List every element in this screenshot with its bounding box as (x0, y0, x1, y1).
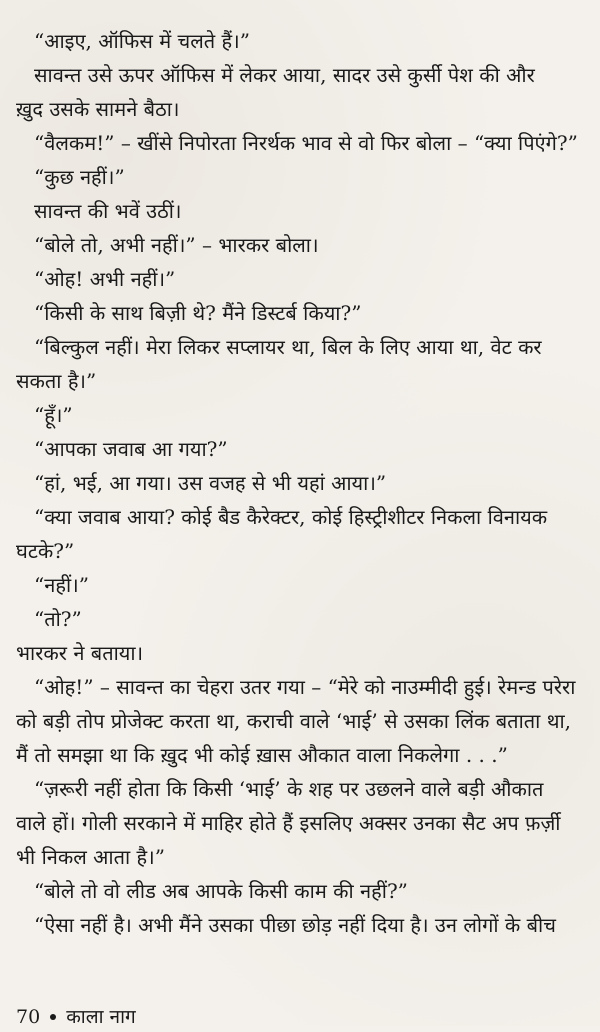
page-number: 70 (16, 1006, 41, 1028)
bullet-separator (50, 1014, 56, 1020)
paragraph (34, 568, 582, 602)
text-line: सावन्त उसे ऊपर ऑफिस में लेकर आया, सादर उसे कुर्सी पेश की और (34, 63, 535, 87)
text-line: “ऐसा नहीं है। अभी मैंने उसका पीछा छोड़ नहीं दिया है। उन लोगों के बीच (34, 913, 556, 937)
text-line: “बोले तो, अभी नहीं।” – भारकर बोला। (34, 233, 319, 257)
text-line: भारकर ने बताया। (16, 641, 144, 665)
text-line: “ज़रूरी नहीं होता कि किसी ‘भाई’ के शह पर उछलने वाले बड़ी औकात (34, 777, 544, 801)
text-line: वाले हों। गोली सरकाने में माहिर होते हैं इसलिए अक्सर उनका सैट अप फ़र्ज़ी (16, 811, 561, 835)
paragraph (16, 636, 582, 670)
paragraph (34, 296, 582, 330)
paragraph (34, 228, 582, 262)
paragraph (34, 432, 582, 466)
text-line: “किसी के साथ बिज़ी थे? मैंने डिस्टर्ब किया?” (34, 301, 362, 325)
text-line: भी निकल आता है।” (16, 845, 165, 869)
paragraph (34, 874, 582, 908)
text-line: “हां, भई, आ गया। उस वजह से भी यहां आया।” (34, 471, 387, 495)
paragraph (34, 466, 582, 500)
paragraph (16, 58, 582, 126)
text-line: “हूँ।” (34, 403, 73, 427)
text-line: “आपका जवाब आ गया?” (34, 437, 228, 461)
text-line: “आइए, ऑफिस में चलते हैं।” (34, 29, 250, 53)
paragraph (34, 602, 582, 636)
paragraph (34, 908, 582, 942)
paragraph (34, 160, 582, 194)
text-line: ख़ुद उसके सामने बैठा। (16, 97, 180, 121)
text-line: को बड़ी तोप प्रोजेक्ट करता था, कराची वाले ‘भाई’ से उसका लिंक बताता था, (16, 709, 572, 733)
text-line: “बोले तो वो लीड अब आपके किसी काम की नहीं?” (34, 879, 408, 903)
text-line: सावन्त की भवें उठीं। (34, 199, 182, 223)
text-line: “बिल्कुल नहीं। मेरा लिकर सप्लायर था, बिल के लिए आया था, वेट कर (34, 335, 542, 359)
text-line: सकता है।” (16, 369, 97, 393)
paragraph (16, 772, 582, 874)
paragraph (16, 670, 582, 772)
text-line: “वैलकम!” – खींसे निपोरता निरर्थक भाव से वो फिर बोला – “क्या पिएंगे?” (34, 131, 578, 155)
body-text (16, 24, 582, 942)
text-line: मैं तो समझा था कि ख़ुद भी कोई ख़ास औकात वाला निकलेगा . . .” (16, 743, 508, 767)
text-line: “तो?” (34, 607, 82, 631)
paragraph (34, 194, 582, 228)
text-line: “क्या जवाब आया? कोई बैड कैरेक्टर, कोई हिस्ट्रीशीटर निकला विनायक (34, 505, 548, 529)
text-line: घटके?” (16, 539, 75, 563)
text-line: “ओह! अभी नहीं।” (34, 267, 176, 291)
paragraph (34, 262, 582, 296)
paragraph (16, 500, 582, 568)
text-line: “कुछ नहीं।” (34, 165, 125, 189)
book-title: काला नाग (66, 1006, 136, 1028)
paragraph (34, 24, 582, 58)
page-footer (16, 1002, 136, 1032)
paragraph (34, 126, 582, 160)
text-line: “नहीं।” (34, 573, 89, 597)
paragraph (16, 330, 582, 398)
paragraph (34, 398, 582, 432)
text-line: “ओह!” – सावन्त का चेहरा उतर गया – “मेरे को नाउम्मीदी हुई। रेमन्ड परेरा (34, 675, 576, 699)
